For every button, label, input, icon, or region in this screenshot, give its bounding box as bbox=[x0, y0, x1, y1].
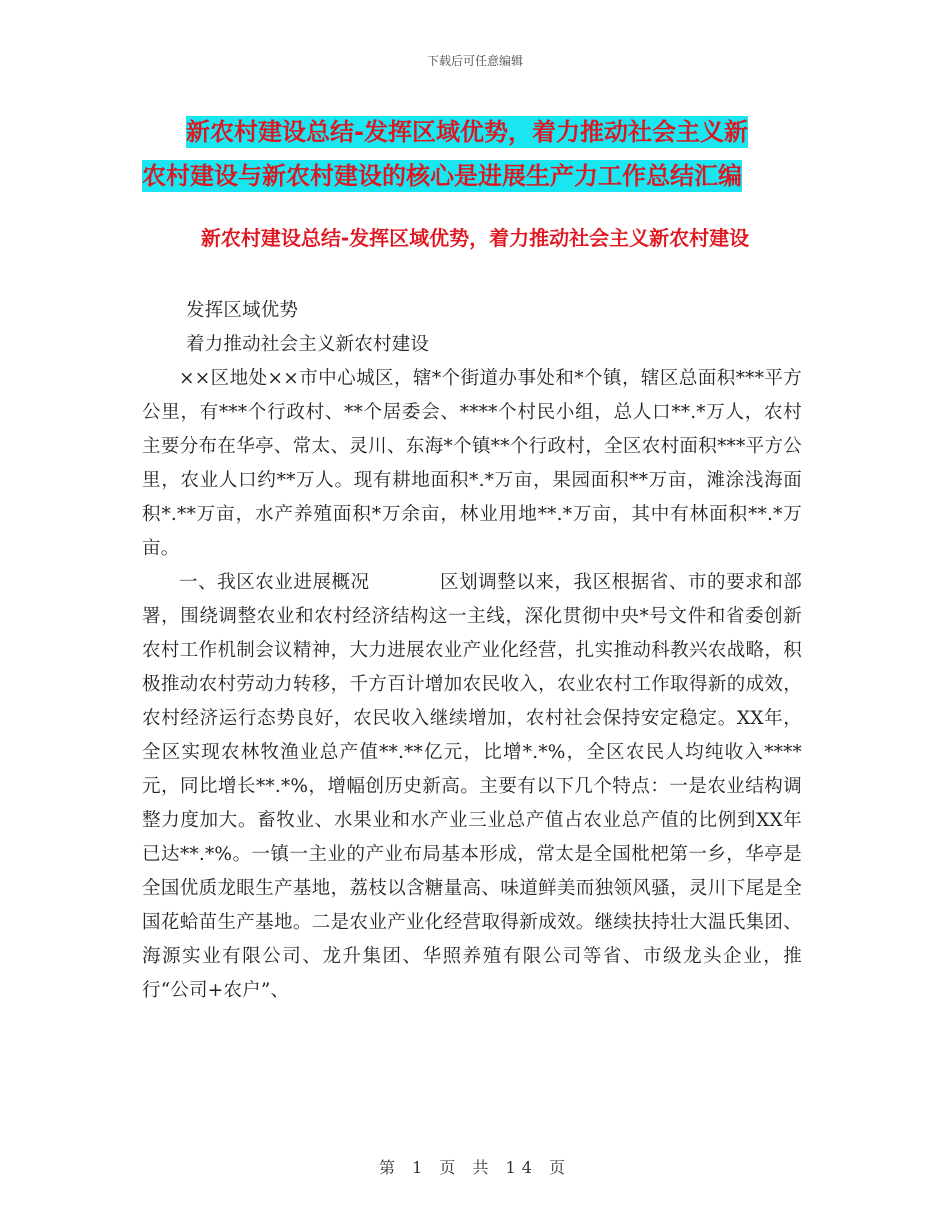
document-title bbox=[142, 110, 814, 198]
title-line-1-text: 新农村建设总结-发挥区域优势，着力推动社会主义新 bbox=[186, 118, 748, 146]
paragraph-2-lead: 一、我区农业进展概况 bbox=[179, 572, 370, 593]
title-line-1 bbox=[142, 110, 814, 154]
body-heading-2: 着力推动社会主义新农村建设 bbox=[186, 334, 430, 355]
body-heading-1: 发挥区域优势 bbox=[186, 300, 299, 321]
header-note: 下载后可任意编辑 bbox=[426, 54, 523, 68]
page-number-footer: 第 1 页 共 14 页 bbox=[379, 1158, 571, 1177]
title-line-2-text: 农村建设与新农村建设的核心是进展生产力工作总结汇编 bbox=[142, 162, 742, 190]
title-line-2 bbox=[142, 154, 814, 198]
section-title: 新农村建设总结-发挥区域优势，着力推动社会主义新农村建设 bbox=[200, 226, 750, 250]
body-text bbox=[142, 294, 802, 1008]
body-paragraph-1: ××区地处××市中心城区，辖*个街道办事处和*个镇，辖区总面积***平方公里，有***个行政村、**个居委会、****个村民小组，总人口**.*万人，农村主要分布在华亭、常太、灵川、东海*个镇**个行政村，全区农村面积***平方公里，农业人口约**万人。现有耕地面积*.*万亩，果园面积**万亩，滩涂浅海面积*.**万亩，水产养殖面积*万余亩，林业用地**.*万亩，其中有林面积**.*万亩。 bbox=[142, 368, 802, 559]
body-paragraph-2 bbox=[142, 566, 802, 1008]
paragraph-2-text: 区划调整以来，我区根据省、市的要求和部署，围绕调整农业和农村经济结构这一主线，深化贯彻中央*号文件和省委创新农村工作机制会议精神，大力进展农业产业化经营，扎实推动科教兴农战略，积极推动农村劳动力转移，千方百计增加农民收入，农业农村工作取得新的成效，农村经济运行态势良好，农民收入继续增加，农村社会保持安定稳定。XX年，全区实现农林牧渔业总产值**.**亿元，比增*.*%，全区农民人均纯收入****元，同比增长**.*%，增幅创历史新高。主要有以下几个特点：一是农业结构调整力度加大。畜牧业、水果业和水产业三业总产值占农业总产值的比例到XX年已达**.*%。一镇一主业的产业布局基本形成，常太是全国枇杷第一乡，华亭是全国优质龙眼生产基地，荔枝以含糖量高、味道鲜美而独领风骚，灵川下尾是全国花蛤苗生产基地。二是农业产业化经营取得新成效。继续扶持壮大温氏集团、海源实业有限公司、龙升集团、华照养殖有限公司等省、市级龙头企业，推行“公司+农户”、 bbox=[142, 572, 802, 1001]
